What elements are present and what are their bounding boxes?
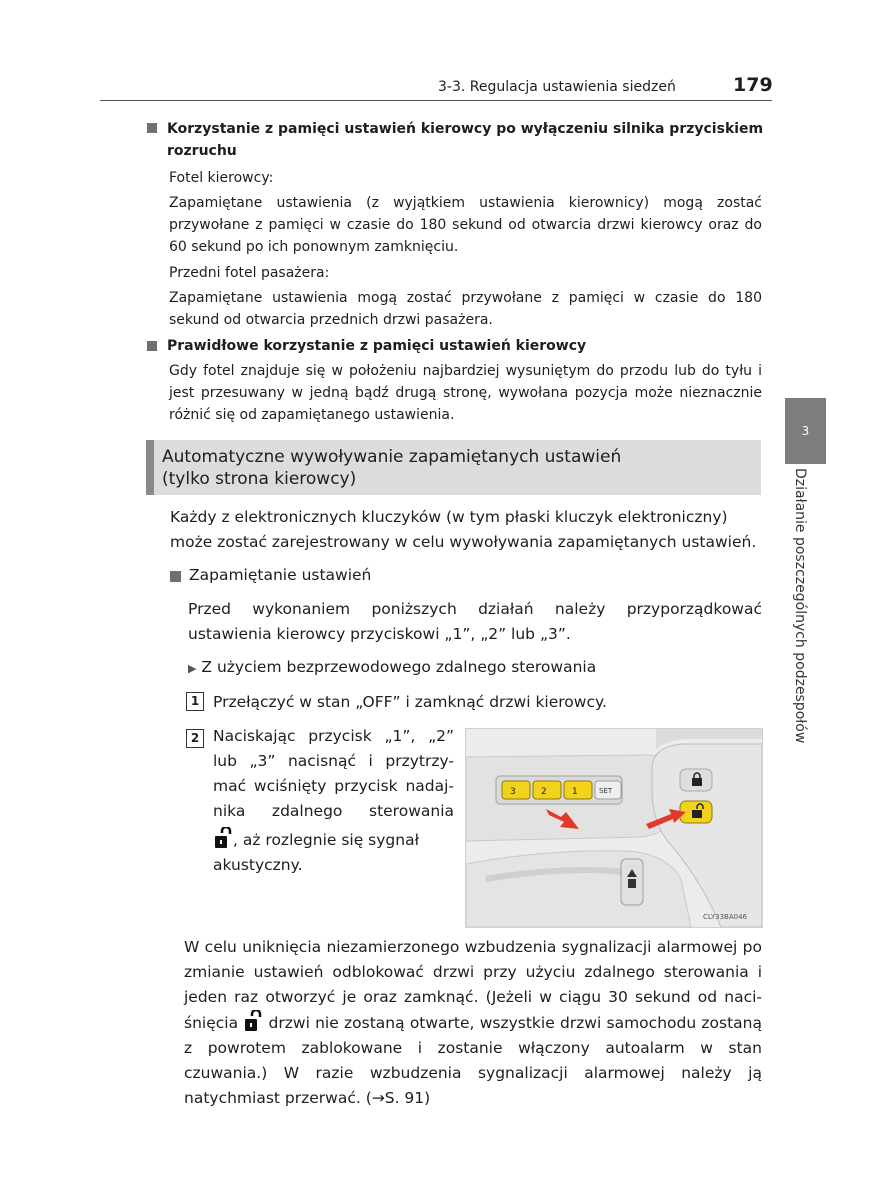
method-text: Z użyciem bezprzewodowego zdalnego sterowania bbox=[201, 658, 597, 676]
step-2-line: nika zdalnego sterowania bbox=[213, 802, 454, 820]
step-2-line: , aż rozlegnie się sygnał bbox=[233, 831, 419, 849]
chapter-tab: 3 bbox=[785, 398, 826, 464]
bullet-square-icon bbox=[170, 571, 181, 582]
button-set-label: SET bbox=[599, 787, 613, 795]
door-panel-drawing bbox=[466, 729, 762, 927]
alarm-note-part1: W celu uniknięcia niezamierzonego wzbudzenia sygnalizacji alarmowej po zmianie ustawień odblokować drzwi przy użyciu zdalnego sterowania i jeden raz otworzyć je oraz zamknąć. (Jeżeli w ciągu 30 sekund od naci- bbox=[184, 938, 762, 1006]
step-2-line-with-icon bbox=[213, 827, 454, 853]
step-2-line: akustyczny. bbox=[213, 856, 303, 874]
section-title-line2: (tylko strona kierowcy) bbox=[162, 469, 357, 489]
driver-text: Zapamiętane ustawienia (z wyjątkiem ustawienia kierownicy) mogą zostać przywołane z pamięci w czasie do 180 sekund od otwarcia drzwi kierowcy oraz do 60 sekund po ich ponownym zamknięciu. bbox=[169, 195, 762, 255]
step-1-text: Przełączyć w stan „OFF” i zamknąć drzwi kierowcy. bbox=[213, 693, 607, 711]
passenger-text: Zapamiętane ustawienia mogą zostać przywołane z pamięci w czasie do 180 sekund od otwarcia przednich drzwi pasażera. bbox=[169, 290, 762, 328]
triangle-bullet-icon: ▶ bbox=[188, 662, 197, 675]
driver-label: Fotel kierowcy: bbox=[169, 170, 274, 186]
block2-heading: Prawidłowe korzystanie z pamięci ustawień kierowcy bbox=[167, 338, 587, 354]
illustration-code: CLY33BA046 bbox=[703, 913, 747, 921]
step-2-line: Naciskając przycisk „1”, „2” bbox=[213, 727, 454, 745]
block1-heading-line2: rozruchu bbox=[167, 143, 237, 159]
sub-intro: Przed wykonaniem poniższych działań należy przyporządkować ustawienia kierowcy przyciskowi „1”, „2” lub „3”. bbox=[188, 600, 762, 643]
alarm-note-post: drzwi nie zostaną otwarte, wszystkie drzwi samochodu zostaną z powrotem zablokowane i zostanie włączony autoalarm w stan czuwania.) W razie wzbudzenia sygnalizacji alarmowej należy ją natychmiast przerwać. (→S. 91) bbox=[184, 1014, 762, 1107]
passenger-label: Przedni fotel pasażera: bbox=[169, 265, 330, 281]
block1-heading-line1: Korzystanie z pamięci ustawień kierowcy po wyłączeniu silnika przyciskiem bbox=[167, 121, 764, 137]
bullet-square-icon bbox=[147, 341, 157, 351]
step-1-number: 1 bbox=[186, 692, 204, 711]
alarm-note-pre: śnięcia bbox=[184, 1014, 239, 1032]
sub-heading: Zapamiętanie ustawień bbox=[189, 566, 372, 584]
button-3-label: 3 bbox=[510, 787, 516, 797]
step-2-line: lub „3” nacisnąć i przytrzy- bbox=[213, 752, 454, 770]
running-header: 3-3. Regulacja ustawienia siedzeń bbox=[438, 79, 676, 95]
section-intro: Każdy z elektronicznych kluczyków (w tym płaski kluczyk elektroniczny) może zostać zarejestrowany w celu wywoływania zapamiętanych ustawień. bbox=[170, 508, 757, 551]
unlock-icon bbox=[243, 1010, 263, 1032]
chapter-label: Działanie poszczególnych podzespołów bbox=[792, 468, 808, 744]
page-number: 179 bbox=[733, 74, 773, 96]
block2-text: Gdy fotel znajduje się w położeniu najbardziej wysuniętym do przodu lub do tyłu i jest przesuwany w jedną bądź drugą stronę, wywołana pozycja może nieznacznie różnić się od zapamiętanego ustawienia. bbox=[169, 363, 762, 423]
header-rule bbox=[100, 100, 772, 101]
section-title-line1: Automatyczne wywoływanie zapamiętanych ustawień bbox=[162, 447, 622, 467]
section-title bbox=[162, 446, 621, 490]
step-2-line: mać wciśnięty przycisk nadaj- bbox=[213, 777, 454, 795]
button-1-label: 1 bbox=[572, 787, 578, 797]
method-line bbox=[188, 655, 596, 681]
button-2-label: 2 bbox=[541, 787, 547, 797]
bullet-square-icon bbox=[147, 123, 157, 133]
unlock-icon bbox=[213, 827, 233, 849]
block1-heading bbox=[167, 118, 767, 162]
step-2-text bbox=[213, 724, 454, 878]
alarm-note bbox=[184, 935, 762, 1111]
step-2-number: 2 bbox=[186, 729, 204, 748]
door-panel-illustration bbox=[465, 728, 763, 928]
